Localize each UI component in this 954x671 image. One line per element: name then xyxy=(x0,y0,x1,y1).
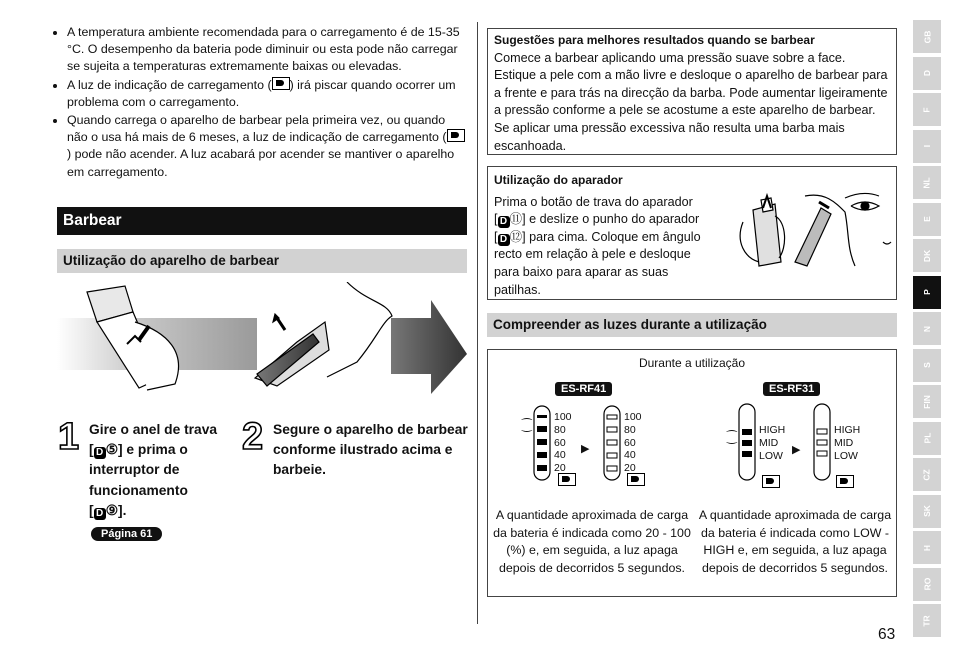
language-tab-f[interactable]: F xyxy=(913,93,941,126)
rf41-levels-a: 100 80 60 40 20 xyxy=(554,411,572,475)
lights-heading: Compreender as luzes durante a utilização xyxy=(487,313,897,337)
step-1-number: 1 xyxy=(58,416,80,458)
language-tab-s[interactable]: S xyxy=(913,349,941,382)
d-ref-icon: D xyxy=(94,447,106,459)
charging-plug-icon xyxy=(558,473,576,486)
language-tab-dk[interactable]: DK xyxy=(913,239,941,272)
rf41-description: A quantidade aproximada de carga da bateria é indicada como 20 - 100 (%) e, em seguida, a luz apaga depois de decorridos 5 segundos. xyxy=(493,508,691,575)
language-tab-n[interactable]: N xyxy=(913,312,941,345)
model-badge-rf41: ES-RF41 xyxy=(555,382,612,396)
language-tab-nl[interactable]: NL xyxy=(913,166,941,199)
rf31-gauge-lit xyxy=(737,403,759,488)
section-heading: Barbear xyxy=(57,207,467,235)
language-tabs xyxy=(913,20,941,641)
model-badge-rf31: ES-RF31 xyxy=(763,382,820,396)
d-ref-icon: D xyxy=(94,508,106,520)
step-2-number: 2 xyxy=(242,416,264,458)
rf31-levels-a: HIGH MID LOW xyxy=(759,424,786,462)
charging-plug-icon xyxy=(627,473,645,486)
charging-plug-icon xyxy=(762,475,780,488)
language-tab-i[interactable]: I xyxy=(913,130,941,163)
direction-arrow-icon xyxy=(391,300,467,394)
tips-body: Comece a barbear aplicando uma pressão suave sobre a face. Estique a pele com a mão livre e desloque o aparelho de barbear para a frente e para trás na direcção da barba. Pode aumentar ligeiramente a pressão conforme a pele se acostume a este aparelho de barbear. Se aplicar uma pressão excessiva não resulta uma barba mais escanhoada. xyxy=(494,50,888,153)
charging-notes xyxy=(56,24,466,182)
trimmer-illustration xyxy=(735,192,895,268)
tips-title: Sugestões para melhores resultados quando se barbear xyxy=(494,33,815,47)
page-reference-pill[interactable]: Página 61 xyxy=(91,527,162,541)
subsection-heading: Utilização do aparelho de barbear xyxy=(57,249,467,273)
column-divider xyxy=(477,22,478,624)
language-tab-ro[interactable]: RO xyxy=(913,568,941,601)
d-ref-icon: D xyxy=(498,216,510,228)
shaving-illustration xyxy=(57,282,467,394)
language-tab-p[interactable]: P xyxy=(913,276,941,309)
language-tab-h[interactable]: H xyxy=(913,531,941,564)
charging-plug-icon xyxy=(836,475,854,488)
language-tab-pl[interactable]: PL xyxy=(913,422,941,455)
language-tab-sk[interactable]: SK xyxy=(913,495,941,528)
language-tab-tr[interactable]: TR xyxy=(913,604,941,637)
d-ref-icon: D xyxy=(498,234,510,246)
language-tab-fin[interactable]: FIN xyxy=(913,385,941,418)
bullet-item: • A luz de indicação de carregamento ( ) irá piscar quando ocorrer um problema com o carregamento. xyxy=(67,77,466,111)
during-use-label: Durante a utilização xyxy=(638,356,746,370)
bullet-item: • A temperatura ambiente recomendada para o carregamento é de 15-35 °C. O desempenho da bateria pode diminuir ou esta pode não carregar se sujeita a temperaturas extremamente baixas ou elevadas. xyxy=(67,24,466,76)
blink-mark-icon: ⁐ xyxy=(522,418,532,432)
rf41-gauge-lit xyxy=(532,405,554,490)
bullet-item: • Quando carrega o aparelho de barbear pela primeira vez, ou quando não o usa há mais de 6 meses, a luz de indicação de carregamento () pode não acender. A luz acabará por acender se mantiver o aparelho em carregamento. xyxy=(67,112,466,181)
rf41-gauge-off xyxy=(602,405,624,490)
rf31-gauge-off xyxy=(812,403,834,488)
language-tab-d[interactable]: D xyxy=(913,57,941,90)
language-tab-e[interactable]: E xyxy=(913,203,941,236)
charging-plug-icon xyxy=(272,77,290,90)
tips-box xyxy=(487,28,897,155)
rf31-levels-b: HIGH MID LOW xyxy=(834,424,861,462)
language-tab-cz[interactable]: CZ xyxy=(913,458,941,491)
trimmer-instructions: Prima o botão de trava do aparador [ D ⑪] e deslize o punho do aparador [ D ⑫] para cima. Coloque em ângulo recto em relação à pele e desloque para baixo para aparar as suas patilhas. xyxy=(494,194,701,297)
language-tab-gb[interactable]: GB xyxy=(913,20,941,53)
step-1-text: Gire o anel de trava [ D ⑤] e prima o interruptor de funcionamento [ D ⑨]. xyxy=(89,422,218,519)
arrow-right-icon: ▶ xyxy=(792,444,801,456)
step-2-text: Segure o aparelho de barbear conforme ilustrado acima e barbeie. xyxy=(273,422,468,478)
blink-mark-icon: ⁐ xyxy=(727,430,737,444)
shaver-figure-2 xyxy=(255,282,392,386)
rf31-description: A quantidade aproximada de carga da bateria é indicada como LOW - HIGH e, em seguida, a luz apaga depois de decorridos 5 segundos. xyxy=(698,508,892,575)
rf41-levels-b: 100 80 60 40 20 xyxy=(624,411,642,475)
trimmer-title: Utilização do aparador xyxy=(494,173,623,187)
page-number: 63 xyxy=(878,626,896,643)
charging-plug-icon xyxy=(447,129,465,142)
arrow-right-icon: ▶ xyxy=(581,443,590,455)
